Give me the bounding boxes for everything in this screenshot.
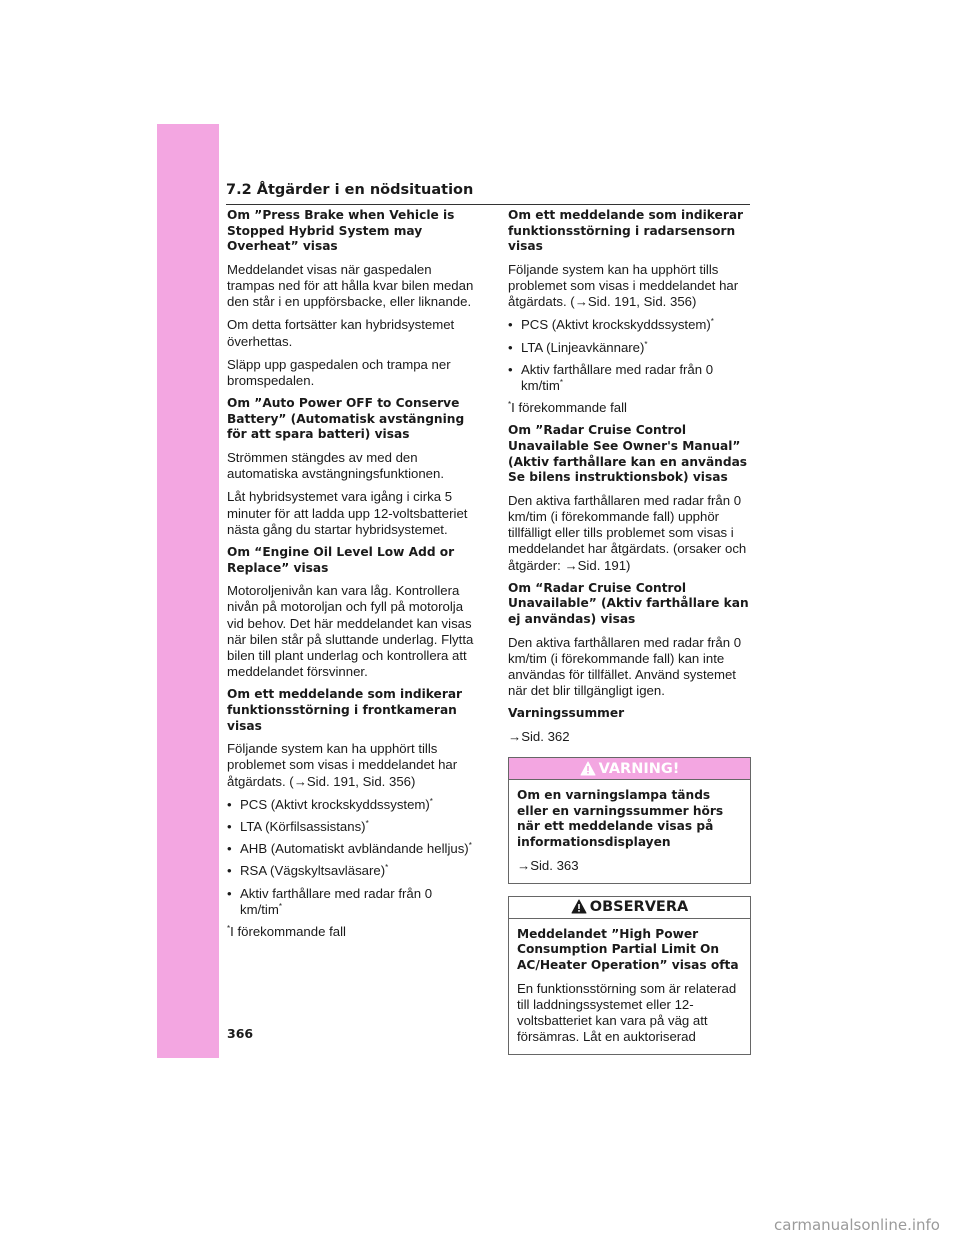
warning-title-bar <box>509 758 750 780</box>
paragraph: Strömmen stängdes av med den automatiska avstängningsfunktionen. <box>227 449 445 482</box>
warning-title: VARNING! <box>598 760 680 777</box>
warning-heading: Om en varningslampa tänds eller en varningssummer hörs när ett meddelande visas på informationsdisplayen <box>517 788 724 849</box>
heading-engine-oil: Om “Engine Oil Level Low Add or Replace” visas <box>227 545 455 575</box>
heading-radar-cruise-unavailable: Om “Radar Cruise Control Unavailable” (Aktiv farthållare kan ej användas) visas <box>508 580 749 626</box>
paragraph: Låt hybridsystemet vara igång i cirka 5 minuter för att ladda upp 12-voltsbatteriet nästa gång du startar hybridsystemet. <box>227 489 468 537</box>
heading-radar-sensor: Om ett meddelande som indikerar funktionsstörning i radarsensorn visas <box>508 208 744 254</box>
warning-text: →Sid. 363 <box>517 857 579 873</box>
section-title: 7.2 Åtgärder i en nödsituation <box>226 182 474 198</box>
notice-box <box>508 896 751 1056</box>
paragraph: Den aktiva farthållaren med radar från 0 km/tim (i förekommande fall) kan inte användas för tillfället. Använd systemet när det blir tillgängligt igen. <box>508 634 742 699</box>
paragraph: Motoroljenivån kan vara låg. Kontrollera nivån på motoroljan och fyll på motorolja vid behov. Det här meddelandet kan visas när bilen står på sluttande underlag. Flytta bilen till plant underlag och kontrollera att meddelandet försvinner. <box>227 583 474 680</box>
list-item: • AHB (Automatiskt avbländande helljus)* <box>227 841 477 857</box>
notice-title: OBSERVERA <box>589 899 689 916</box>
heading-warning-buzzer: Varningssummer <box>508 706 625 721</box>
page-reference-link[interactable]: →Sid. 362 <box>508 728 570 744</box>
paragraph: Följande system kan ha upphört tills problemet som visas i meddelandet har åtgärdats. (→Sid. 191, Sid. 356) <box>508 261 739 310</box>
list-item: • RSA (Vägskyltsavläsare)* <box>227 863 477 879</box>
paragraph: Släpp upp gaspedalen och trampa ner bromspedalen. <box>227 356 451 388</box>
chapter-sidebar <box>157 124 219 1058</box>
page-number: 366 <box>227 1026 254 1041</box>
list-item: • PCS (Aktivt krockskyddssystem)* <box>508 317 751 333</box>
section-header <box>226 178 750 205</box>
list-item: • LTA (Linjeavkännare)* <box>508 340 751 356</box>
paragraph: Meddelandet visas när gaspedalen trampas ned för att hålla kvar bilen medan den står i en uppförsbacke, eller liknande. <box>227 261 474 310</box>
warning-box <box>508 757 751 884</box>
footnote: *I förekommande fall <box>227 924 346 940</box>
notice-heading: Meddelandet ”High Power Consumption Partial Limit On AC/Heater Operation” visas ofta <box>517 926 739 972</box>
paragraph: Följande system kan ha upphört tills problemet som visas i meddelandet har åtgärdats. (→Sid. 191, Sid. 356) <box>227 741 458 789</box>
left-column <box>227 208 477 947</box>
list-item: • Aktiv farthållare med radar från 0 km/tim* <box>227 886 477 918</box>
warning-icon <box>580 761 596 777</box>
list-item: • PCS (Aktivt krockskyddssystem)* <box>227 797 477 813</box>
notice-title-bar <box>509 897 750 919</box>
heading-auto-power-off: Om ”Auto Power OFF to Conserve Battery” (Automatisk avstängning för att spara batteri) visas <box>227 396 465 442</box>
list-item: • Aktiv farthållare med radar från 0 km/tim* <box>508 362 751 394</box>
paragraph: Om detta fortsätter kan hybridsystemet överhettas. <box>227 317 455 349</box>
heading-front-camera: Om ett meddelande som indikerar funktionsstörning i frontkameran visas <box>227 687 463 733</box>
watermark: carmanualsonline.info <box>774 1216 940 1234</box>
notice-text: En funktionsstörning som är relaterad till laddningssystemet eller 12-voltsbatteriet kan vara på väg att försämras. Låt en auktoriserad <box>517 980 737 1045</box>
paragraph: Den aktiva farthållaren med radar från 0 km/tim (i förekommande fall) upphör tillfälligt eller tills problemet som visas i meddelandet har åtgärdats. (orsaker och åtgärder: →Sid. 191) <box>508 492 747 573</box>
footnote: *I förekommande fall <box>508 400 627 416</box>
heading-brake-overheat: Om ”Press Brake when Vehicle is Stopped Hybrid System may Overheat” visas <box>227 208 455 254</box>
caution-icon <box>571 899 587 915</box>
list-item: • LTA (Körfilsassistans)* <box>227 819 477 835</box>
right-column <box>508 208 751 1055</box>
heading-radar-cruise-manual: Om ”Radar Cruise Control Unavailable See Owner's Manual” (Aktiv farthållare kan en användas Se bilens instruktionsbok) visas <box>508 423 748 485</box>
